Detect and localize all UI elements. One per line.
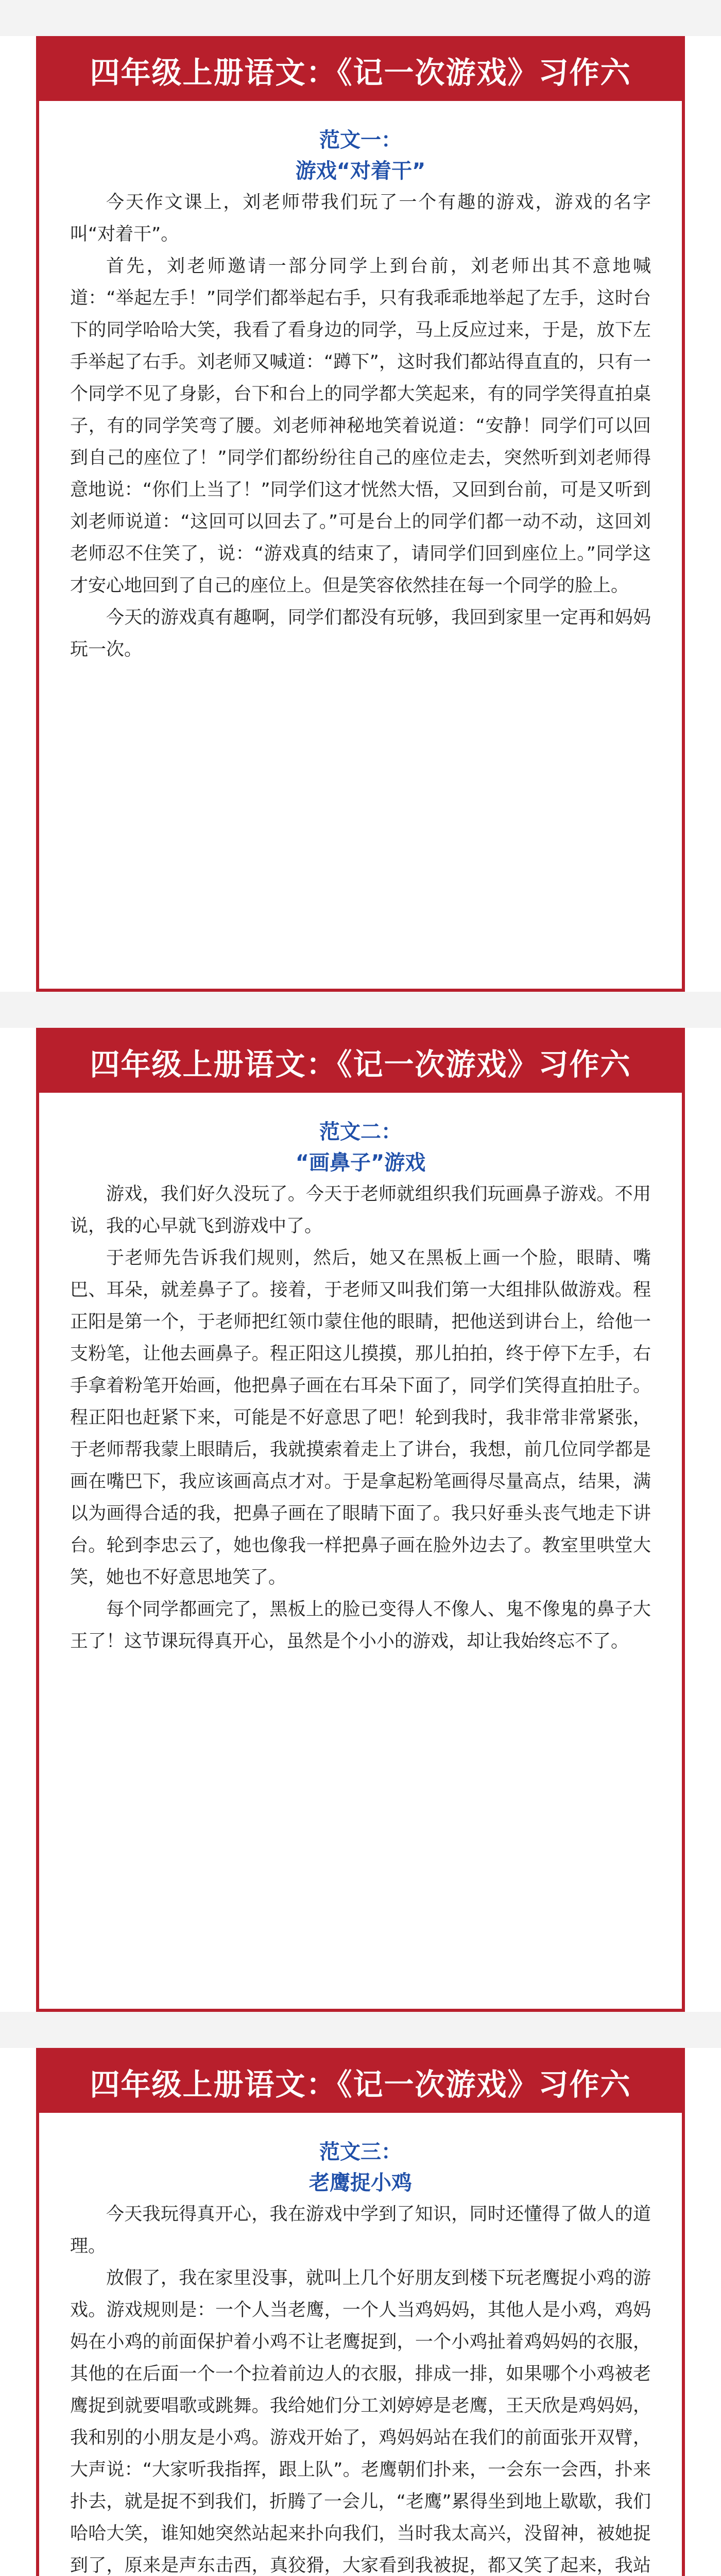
article-header-title: 四年级上册语文：《记一次游戏》习作六 [90, 55, 631, 90]
article-title: “画鼻子”游戏 [295, 1151, 426, 1175]
article-card-1 [36, 36, 685, 992]
top-spacer [0, 0, 721, 36]
card-separator [0, 2012, 721, 2048]
article-body [39, 101, 682, 681]
article-paragraph: 放假了，我在家里没事，就叫上几个好朋友到楼下玩老鹰捉小鸡的游戏。游戏规则是：一个人当老鹰，一个人当鸡妈妈，其他人是小鸡，鸡妈妈在小鸡的前面保护着小鸡不让老鹰捉到，一个小鸡扯着鸡妈妈的衣服，其他的在后面一个一个拉着前边人的衣服，排成一排，如果哪个小鸡被老鹰捉到就要唱歌或跳舞。我给她们分工刘婷婷是老鹰，王天欣是鸡妈妈，我和别的小朋友是小鸡。游戏开始了，鸡妈妈站在我们的前面张开双臂，大声说：“大家听我指挥，跟上队”。老鹰朝们扑来，一会东一会西，扑来扑去，就是捉不到我们，折腾了一会儿，“老鹰”累得坐到地上歇歇，我们哈哈大笑，谁知她突然站起来扑向我们，当时我太高兴，没留神，被她捉到了，原来是声东击西，真狡猾，大家看到我被捉，都又笑了起来，我站 [70, 2268, 651, 2576]
article-title: 老鹰捉小鸡 [309, 2171, 412, 2195]
article-card-3 [36, 2048, 685, 2576]
article-label: 范文二： [319, 1120, 402, 1144]
article-paragraph: 今天作文课上，刘老师带我们玩了一个有趣的游戏，游戏的名字叫“对着干”。 [70, 192, 651, 245]
article-card-2 [36, 1028, 685, 2012]
article-body [39, 2113, 682, 2576]
article-paragraph: 于老师先告诉我们规则，然后，她又在黑板上画一个脸，眼睛、嘴巴、耳朵，就差鼻子了。接着，于老师又叫我们第一大组排队做游戏。程正阳是第一个，于老师把红领巾蒙住他的眼睛，把他送到讲台上，给他一支粉笔，让他去画鼻子。程正阳这儿摸摸，那儿拍拍，终于停下左手，右手拿着粉笔开始画，他把鼻子画在右耳朵下面了，同学们笑得直拍肚子。程正阳也赶紧下来，可能是不好意思了吧！轮到我时，我非常非常紧张，于老师帮我蒙上眼睛后，我就摸索着走上了讲台，我想，前几位同学都是画在嘴巴下，我应该画高点才对。于是拿起粉笔画得尽量高点，结果，满以为画得合适的我，把鼻子画在了眼睛下面了。我只好垂头丧气地走下讲台。轮到李忠云了，她也像我一样把鼻子画在脸外边去了。教室里哄堂大笑，她也不好意思地笑了。 [70, 1248, 651, 1588]
article-header [39, 39, 682, 101]
article-body [39, 1093, 682, 1673]
article-label: 范文一： [319, 128, 402, 152]
card-separator [0, 992, 721, 1028]
article-header-title: 四年级上册语文：《记一次游戏》习作六 [90, 2067, 631, 2102]
article-header [39, 1031, 682, 1093]
article-header-title: 四年级上册语文：《记一次游戏》习作六 [90, 1047, 631, 1082]
article-title: 游戏“对着干” [295, 159, 426, 183]
article-paragraph: 每个同学都画完了，黑板上的脸已变得人不像人、鬼不像鬼的鼻子大王了！这节课玩得真开心，虽然是个小小的游戏，却让我始终忘不了。 [70, 1599, 651, 1652]
article-label: 范文三： [319, 2140, 402, 2164]
article-header [39, 2051, 682, 2113]
article-paragraph: 游戏，我们好久没玩了。今天于老师就组织我们玩画鼻子游戏。不用说，我的心早就飞到游戏中了。 [70, 1184, 651, 1236]
article-paragraph: 今天的游戏真有趣啊，同学们都没有玩够，我回到家里一定再和妈妈玩一次。 [70, 607, 651, 660]
article-paragraph: 今天我玩得真开心，我在游戏中学到了知识，同时还懂得了做人的道理。 [70, 2204, 651, 2257]
article-paragraph: 首先，刘老师邀请一部分同学上到台前，刘老师出其不意地喊道：“举起左手！”同学们都举起右手，只有我乖乖地举起了左手，这时台下的同学哈哈大笑，我看了看身边的同学，马上反应过来，于是，放下左手举起了右手。刘老师又喊道：“蹲下”，这时我们都站得直直的，只有一个同学不见了身影，台下和台上的同学都大笑起来，有的同学笑得直拍桌子，有的同学笑弯了腰。刘老师神秘地笑着说道：“安静！同学们可以回到自己的座位了！”同学们都纷纷往自己的座位走去，突然听到刘老师得意地说：“你们上当了！”同学们这才恍然大悟，又回到台前，可是又听到刘老师说道：“这回可以回去了。”可是台上的同学们都一动不动，这回刘老师忍不住笑了，说：“游戏真的结束了，请同学们回到座位上。”同学这才安心地回到了自己的座位上。但是笑容依然挂在每一个同学的脸上。 [70, 256, 651, 596]
